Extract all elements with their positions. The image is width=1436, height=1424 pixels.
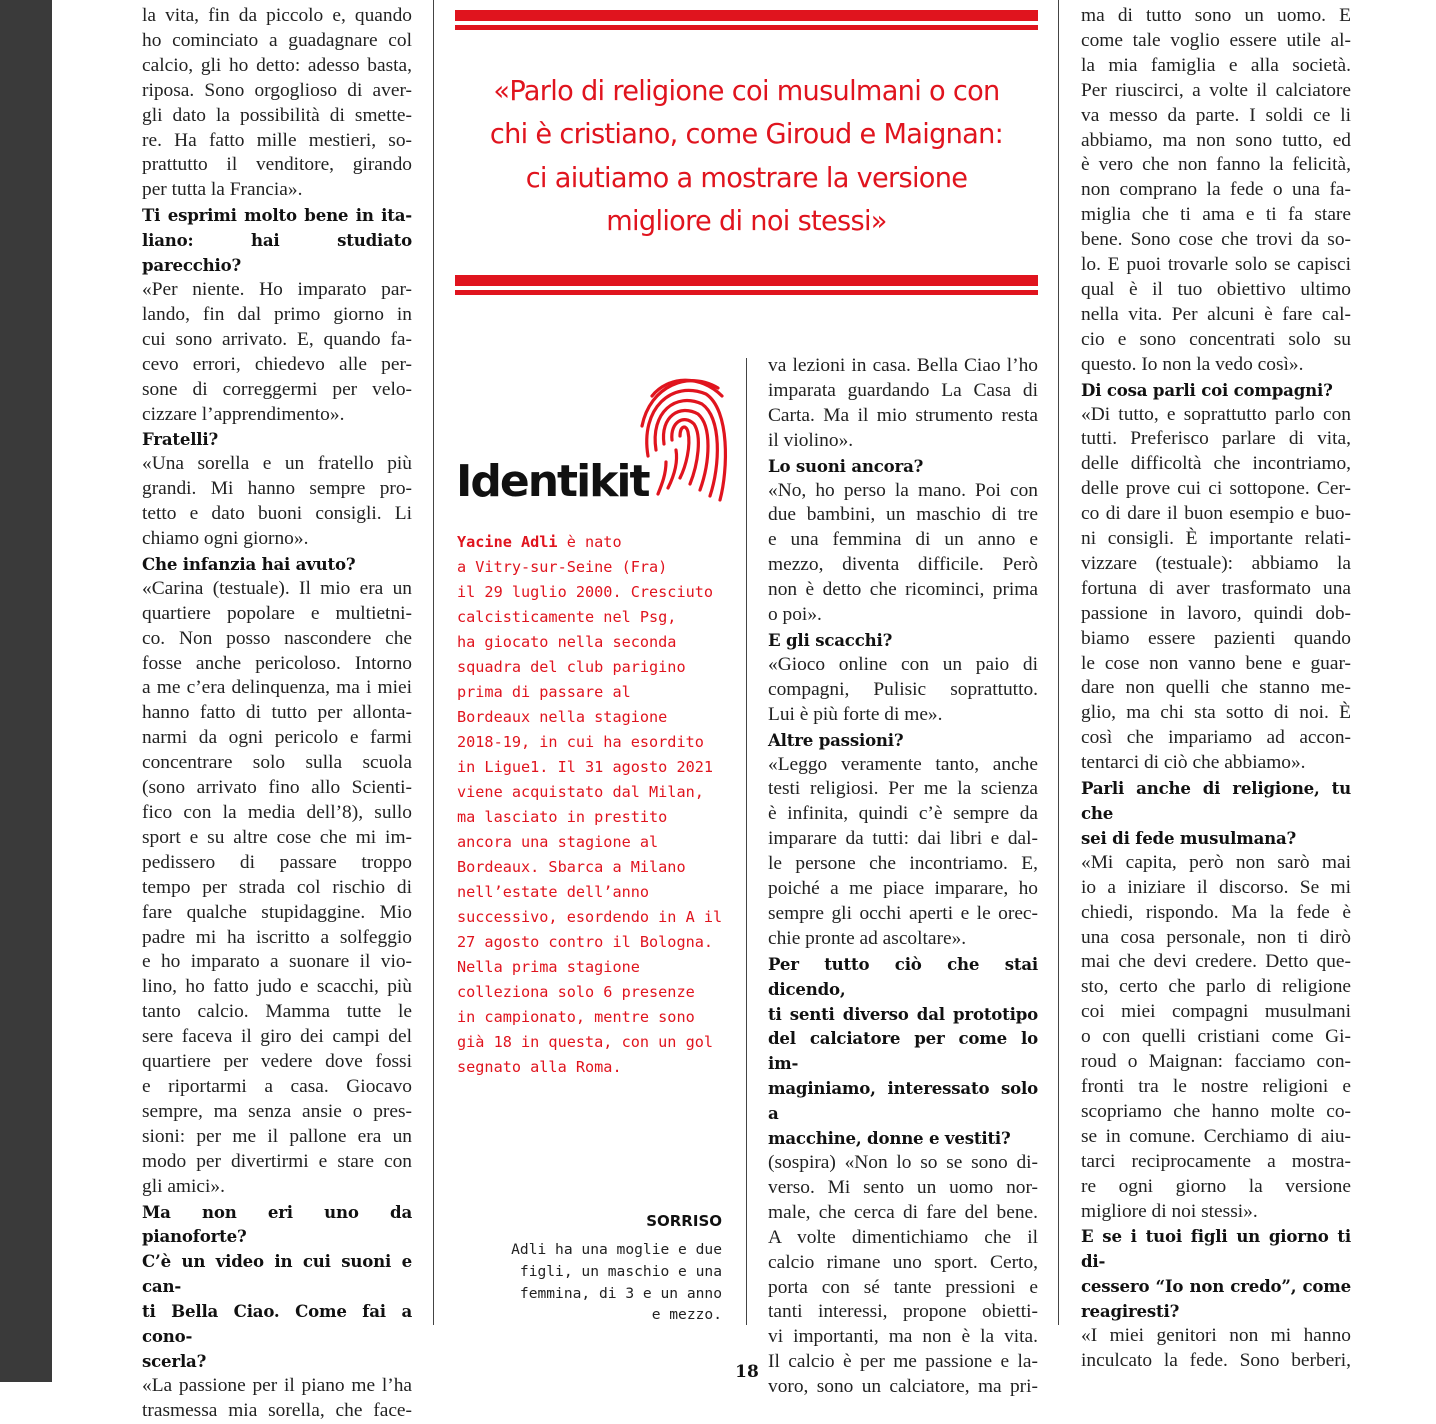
identikit-line: prima di passare al: [457, 683, 631, 701]
column-divider: [746, 358, 747, 1325]
text-line: padre mi ha iscritto a solfeggio: [142, 926, 412, 948]
page-number: 18: [735, 1362, 759, 1382]
text-line: «Leggo veramente tanto, anche: [768, 753, 1038, 775]
text-line: riposa. Sono orgoglioso di aver-: [142, 79, 412, 101]
quote-rule-top-thin: [455, 25, 1038, 30]
pull-quote-line: «Parlo di religione coi musulmani o con: [493, 76, 1000, 107]
question-line: macchine, donne e vestiti?: [768, 1128, 1011, 1149]
text-line: e riportarmi a casa. Giocavo: [142, 1075, 412, 1097]
question-line: cessero “Io non credo”, come: [1081, 1276, 1351, 1297]
column-divider: [433, 0, 434, 1325]
identikit-line: il 29 luglio 2000. Cresciuto: [457, 583, 714, 601]
text-line: chie pronte ad ascoltare».: [768, 927, 967, 949]
sorriso-line: e mezzo.: [651, 1306, 722, 1324]
text-line: e ho imparato a suonare il vio-: [142, 951, 412, 973]
text-line: cio e sono concentrati solo su: [1081, 328, 1351, 350]
text-line: fronti tra le nostre religioni e: [1081, 1075, 1351, 1097]
text-line: co di dare il buon esempio e buo-: [1081, 503, 1351, 525]
text-line: la mia famiglia e alla società.: [1081, 54, 1351, 76]
identikit-line: colleziona solo 6 presenze: [457, 983, 695, 1001]
text-line: verso. Mi sento un uomo nor-: [768, 1176, 1038, 1198]
text-line: «La passione per il piano me l’ha: [142, 1374, 412, 1396]
question-line: Parli anche di religione, tu che: [1081, 778, 1351, 823]
identikit-line: nell’estate dell’anno: [457, 883, 650, 901]
text-line: glio, ma chi sta sotto di noi. È: [1081, 702, 1351, 724]
text-line: fosse anche pericoloso. Intorno: [142, 652, 412, 674]
text-line: calcio rimane uno sport. Certo,: [768, 1251, 1038, 1273]
text-line: vizzare (testuale): abbiamo la: [1081, 552, 1351, 574]
text-line: ni consigli. È importante relati-: [1081, 528, 1351, 550]
text-line: ho cominciato a guadagnare col: [142, 29, 412, 51]
sorriso-line: Adli ha una moglie e due: [511, 1241, 722, 1258]
text-line: «Mi capita, però non sarò mai: [1081, 851, 1351, 873]
question-line: sei di fede musulmana?: [1081, 827, 1297, 848]
text-line: nella vita. Per alcuni è fare cal-: [1081, 303, 1351, 325]
question-line: ti Bella Ciao. Come fai a cono-: [142, 1301, 412, 1347]
text-line: pedissero di passare troppo: [142, 851, 412, 873]
text-line: sempre gli occhi aperti e le orec-: [768, 902, 1038, 924]
text-line: fico con la media dell’8), sullo: [142, 802, 412, 823]
text-line: tarci reciprocamente a mostra-: [1081, 1150, 1351, 1172]
text-line: «Carina (testuale). Il mio era un: [142, 577, 412, 599]
text-line: (sono arrivato fino allo Scienti-: [142, 777, 412, 799]
text-line: cevo errori, chiedevo alle per-: [142, 353, 412, 375]
identikit-text: è nato: [557, 533, 622, 551]
text-line: va messo da parte. I soldi ce li: [1081, 104, 1351, 126]
text-line: ma di tutto sono un uomo. E: [1081, 5, 1351, 26]
text-line: questo. Io non la vedo così».: [1081, 353, 1304, 375]
text-line: «Una sorella e un fratello più: [142, 453, 412, 475]
text-line: Carta. Ma il mio strumento resta: [768, 404, 1038, 426]
text-line: quartiere popolare e multietni-: [142, 602, 412, 624]
sorriso-line: femmina, di 3 e un anno: [519, 1284, 722, 1302]
text-line: concentrare solo sulla scuola: [142, 752, 412, 774]
text-line: Il calcio è per me passione e la-: [768, 1351, 1038, 1373]
sorriso-caption: [490, 1239, 722, 1326]
question-line: del calciatore per come lo im-: [768, 1028, 1038, 1074]
text-line: io a iniziare il discorso. Se mi: [1081, 876, 1351, 898]
column-divider: [1058, 0, 1059, 1325]
text-line: a me c’era delinquenza, ma i miei: [142, 677, 412, 699]
identikit-line: ma lasciato in prestito: [457, 808, 668, 826]
text-line: sto, certo che parlo di religione: [1081, 976, 1351, 998]
text-line: migliore di noi stessi».: [1081, 1200, 1258, 1222]
text-line: è infinita, quindi c’è sempre da: [768, 803, 1038, 825]
text-line: sempre, ma senza ansie o pres-: [142, 1100, 412, 1122]
text-line: le cose non vanno bene e guar-: [1081, 652, 1351, 674]
text-line: mezzo, diventa difficile. Però: [768, 554, 1038, 576]
text-line: gli amici».: [142, 1175, 225, 1197]
text-line: Lui è più forte di me».: [768, 703, 943, 725]
text-line: gli dato la possibilità di smette-: [142, 104, 412, 126]
pull-quote-line: ci aiutiamo a mostrare la versione: [525, 162, 968, 194]
player-name: Yacine Adli: [457, 533, 558, 551]
text-line: come tale voglio essere utile al-: [1081, 29, 1351, 51]
text-line: se in comune. Cerchiamo di aiu-: [1081, 1125, 1351, 1147]
text-line: narmi da ogni pericolo e farmi: [142, 727, 412, 749]
text-line: imparata guardando La Casa di: [768, 379, 1038, 401]
text-line: chiedi, rispondo. Ma la fede è: [1081, 901, 1351, 923]
question-line: Che infanzia hai avuto?: [142, 553, 356, 574]
text-line: roud o Maignan: facciamo con-: [1081, 1051, 1351, 1073]
text-line: sport e su altre cose che mi im-: [142, 826, 412, 848]
text-line: «I miei genitori non mi hanno: [1081, 1325, 1351, 1347]
text-line: tempo per strada col rischio di: [142, 876, 412, 898]
text-line: biamo essere pazienti quando: [1081, 627, 1351, 649]
text-line: lando, fin dal primo giorno in: [142, 303, 412, 325]
quote-rule-top-thick: [455, 10, 1038, 21]
text-line: co. Non posso nascondere che: [142, 627, 412, 649]
text-line: cui sono arrivato. E, quando fa-: [142, 328, 412, 350]
text-line: hanno fatto di tutto per allonta-: [142, 702, 412, 724]
identikit-line: [457, 530, 729, 555]
text-line: modo per divertirmi e stare con: [142, 1150, 412, 1172]
article-column-4: [1081, 4, 1351, 1374]
text-line: lo. E puoi trovarle solo se capisci: [1081, 254, 1351, 276]
text-line: due bambini, un maschio di tre: [768, 504, 1038, 526]
text-line: scopriamo che hanno molte co-: [1081, 1100, 1351, 1122]
text-line: fortuna di aver trasformato una: [1081, 577, 1351, 599]
text-line: cizzare l’apprendimento».: [142, 403, 345, 425]
pull-quote-line: migliore di noi stessi»: [606, 206, 887, 238]
text-line: non è detto che ricominci, prima: [768, 579, 1038, 601]
identikit-line: Bordeaux nella stagione: [457, 708, 668, 726]
text-line: o con quelli cristiani come Gi-: [1081, 1026, 1351, 1048]
quote-rule-bottom-thick: [455, 275, 1038, 286]
text-line: re. Ha fatto mille mestieri, so-: [142, 129, 412, 151]
identikit-line: squadra del club parigino: [457, 658, 686, 676]
identikit-line: già 18 in questa, con un gol: [457, 1033, 714, 1051]
text-line: «No, ho perso la mano. Poi con: [768, 479, 1038, 501]
text-line: bene. Sono cose che trovi da so-: [1081, 229, 1351, 251]
question-line: E gli scacchi?: [768, 629, 893, 650]
question-line: Lo suoni ancora?: [768, 455, 924, 476]
text-line: voro, sono un calciatore, ma pri-: [768, 1376, 1038, 1398]
sorriso-line: figli, un maschio e una: [519, 1262, 722, 1280]
text-line: grandi. Mi hanno sempre pro-: [142, 478, 412, 500]
identikit-line: segnato alla Roma.: [457, 1058, 622, 1076]
text-line: sere faceva il giro dei campi del: [142, 1026, 412, 1048]
text-line: delle difficoltà che incontriamo,: [1081, 453, 1351, 475]
text-line: mai che devi credere. Detto que-: [1081, 951, 1351, 973]
text-line: chiamo ogni giorno».: [142, 528, 309, 550]
text-line: fare qualche stupidaggine. Mio: [142, 901, 412, 923]
article-column-3: [768, 354, 1038, 1400]
text-line: va lezioni in casa. Bella Ciao l’ho: [768, 355, 1038, 376]
sorriso-title: SORRISO: [646, 1212, 722, 1230]
text-line: coi miei compagni musulmani: [1081, 1001, 1351, 1023]
text-line: A volte dimentichiamo che il: [768, 1226, 1038, 1248]
text-line: tanti interessi, propone obietti-: [768, 1301, 1038, 1323]
text-line: passione in lavoro, quindi dob-: [1081, 602, 1351, 624]
text-line: abbiamo, ma non sono tutto, ed: [1081, 129, 1351, 151]
text-line: porta con sé tante pressioni e: [768, 1276, 1038, 1298]
question-line: Di cosa parli coi compagni?: [1081, 379, 1333, 400]
text-line: tentarci di ciò che abbiamo».: [1081, 752, 1306, 774]
identikit-line: Bordeaux. Sbarca a Milano: [457, 858, 686, 876]
text-line: testi religiosi. Per me la scienza: [768, 778, 1038, 800]
text-line: Per riuscirci, a volte il calciatore: [1081, 79, 1351, 101]
identikit-line: a Vitry-sur-Seine (Fra): [457, 558, 668, 576]
identikit-line: Nella prima stagione: [457, 958, 640, 976]
article-column-1: [142, 4, 412, 1424]
text-line: sioni: per me il pallone era un: [142, 1125, 412, 1147]
text-line: quartiere per vedere dove fossi: [142, 1051, 412, 1073]
text-line: non comprano la fede o una fa-: [1081, 179, 1351, 201]
identikit-line: successivo, esordendo in A il: [457, 908, 723, 926]
text-line: per tutta la Francia».: [142, 179, 303, 201]
text-line: «Per niente. Ho imparato par-: [142, 278, 412, 300]
text-line: compagni, Pulisic soprattutto.: [768, 678, 1038, 700]
question-line: Per tutto ciò che stai dicendo,: [768, 953, 1038, 999]
text-line: re ogni giorno la versione: [1081, 1175, 1351, 1197]
text-line: lino, ho fatto judo e scacchi, più: [142, 976, 412, 998]
text-line: le persone che incontriamo. E,: [768, 853, 1038, 875]
identikit-line: viene acquistato dal Milan,: [457, 783, 704, 801]
text-line: sone di correggermi per velo-: [142, 378, 412, 400]
text-line: delle prove cui ci sottopone. Cer-: [1081, 478, 1351, 500]
text-line: è vero che non fanno la felicità,: [1081, 154, 1351, 176]
question-line: liano: hai studiato parecchio?: [142, 230, 412, 276]
question-line: Altre passioni?: [768, 729, 904, 750]
text-line: o poi».: [768, 604, 822, 626]
question-line: maginiamo, interessato solo a: [768, 1078, 1038, 1124]
identikit-line: in Ligue1. Il 31 agosto 2021: [457, 758, 714, 776]
question-line: reagiresti?: [1081, 1301, 1180, 1322]
text-line: vi importanti, ma non è la vita.: [768, 1326, 1038, 1348]
viewer-sidebar: [0, 0, 52, 1382]
text-line: così che impariamo ad accon-: [1081, 727, 1351, 749]
text-line: (sospira) «Non lo so se sono di-: [768, 1152, 1038, 1173]
question-line: Ma non eri uno da pianoforte?: [142, 1201, 412, 1247]
identikit-title: Identikit: [456, 456, 649, 507]
identikit-line: ha giocato nella seconda: [457, 633, 677, 651]
question-line: E se i tuoi figli un giorno ti di-: [1081, 1226, 1351, 1272]
identikit-line: 2018-19, in cui ha esordito: [457, 733, 704, 751]
text-line: il violino».: [768, 429, 854, 451]
identikit-box: [457, 530, 729, 1080]
question-line: Ti esprimi molto bene in ita-: [142, 205, 412, 226]
text-line: trasmessa mia sorella, che face-: [142, 1399, 412, 1421]
question-line: scerla?: [142, 1350, 207, 1371]
text-line: miglia che ti ama e ti fa stare: [1081, 204, 1351, 226]
text-line: «Gioco online con un paio di: [768, 653, 1038, 675]
identikit-line: in campionato, mentre sono: [457, 1008, 695, 1026]
pull-quote-line: chi è cristiano, come Giroud e Maignan:: [489, 119, 1004, 151]
text-line: una cosa personale, non ti dirò: [1081, 926, 1351, 948]
question-line: ti senti diverso dal prototipo: [768, 1003, 1038, 1024]
text-line: tetto e dato buoni consigli. Li: [142, 503, 412, 525]
text-line: qual è il tuo obiettivo ultimo: [1081, 278, 1351, 300]
text-line: poiché a me piace imparare, ho: [768, 878, 1038, 900]
text-line: imparare da tutti: dai libri e dal-: [768, 828, 1038, 850]
identikit-line: 27 agosto contro il Bologna.: [457, 933, 714, 951]
text-line: male, che cerca di fare del bene.: [768, 1201, 1038, 1223]
pull-quote: [455, 70, 1038, 244]
text-line: inculcato la fede. Sono berberi,: [1081, 1349, 1351, 1371]
identikit-line: ancora una stagione al: [457, 833, 659, 851]
text-line: tanto calcio. Mamma tutte le: [142, 1001, 412, 1023]
question-line: Fratelli?: [142, 429, 219, 450]
text-line: prattutto il venditore, girando: [142, 154, 412, 176]
text-line: e una femmina di un anno e: [768, 529, 1038, 551]
text-line: tutti. Preferisco parlare di vita,: [1081, 428, 1351, 450]
question-line: C’è un video in cui suoni e can-: [142, 1251, 412, 1297]
text-line: la vita, fin da piccolo e, quando: [142, 5, 412, 26]
quote-rule-bottom-thin: [455, 290, 1038, 295]
text-line: dare non quelli che stanno me-: [1081, 677, 1351, 699]
text-line: «Di tutto, e soprattutto parlo con: [1081, 403, 1351, 425]
identikit-line: calcisticamente nel Psg,: [457, 608, 677, 626]
text-line: calcio, gli ho detto: adesso basta,: [142, 54, 412, 76]
